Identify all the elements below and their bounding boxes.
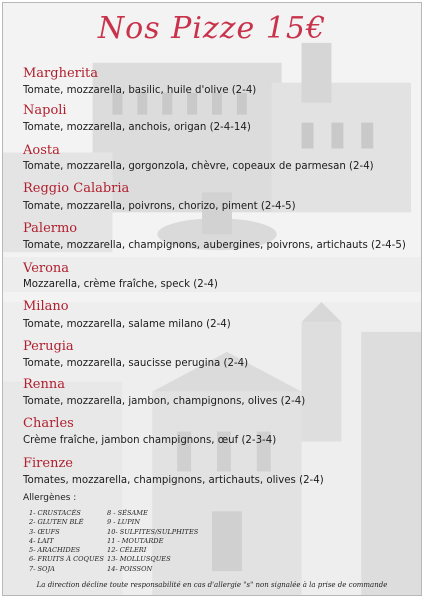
- pizza-description: Tomate, mozzarella, champignons, aubergines, poivrons, artichauts (2-4-5): [23, 240, 406, 251]
- allergen-item: 13- MOLLUSQUES: [107, 555, 171, 564]
- allergen-item: 11 - MOUTARDE: [107, 536, 164, 545]
- allergen-item: 1- CRUSTACÉS: [29, 509, 81, 517]
- allergen-item: 10- SULFITES/SULPHITES: [107, 527, 199, 536]
- allergen-item: 9 - LUPIN: [107, 518, 141, 527]
- pizza-name: Napoli: [23, 103, 67, 118]
- pizza-name: Margherita: [23, 66, 99, 81]
- menu-page: [2, 2, 422, 596]
- allergen-item: 5- ARACHIDES: [29, 546, 81, 555]
- allergen-item: 8 - SÉSAME: [107, 509, 148, 517]
- pizza-name: Palermo: [23, 221, 78, 236]
- pizza-name: Renna: [23, 377, 65, 392]
- allergy-disclaimer: La direction décline toute responsabilité en cas d'allergie "s" non signalée à la prise de commande: [36, 581, 388, 589]
- allergen-item: 3- ŒUFS: [29, 527, 60, 536]
- pizza-description: Tomate, mozzarella, poivrons, chorizo, piment (2-4-5): [23, 201, 296, 212]
- allergen-item: 12- CÉLERI: [107, 546, 147, 555]
- pizza-description: Mozzarella, crème fraîche, speck (2-4): [23, 279, 218, 290]
- pizza-name: Perugia: [23, 339, 74, 354]
- allergens-title: Allergènes :: [23, 493, 77, 503]
- pizza-description: Tomate, mozzarella, basilic, huile d'olive (2-4): [23, 85, 257, 96]
- allergen-item: 14- POISSON: [107, 564, 153, 573]
- allergens-list-right: [107, 509, 198, 574]
- pizza-name: Charles: [23, 416, 74, 431]
- pizza-name: Milano: [23, 299, 69, 314]
- pizza-description: Tomate, mozzarella, salame milano (2-4): [23, 319, 231, 330]
- menu-content: [3, 3, 421, 595]
- allergens-list-left: [29, 509, 104, 574]
- allergen-item: 7- SOJA: [29, 564, 55, 573]
- allergen-item: 4- LAIT: [29, 536, 54, 545]
- pizza-name: Verona: [23, 261, 70, 276]
- allergen-item: 2- GLUTEN BLÉ: [29, 518, 84, 527]
- pizza-description: Crème fraîche, jambon champignons, œuf (2-3-4): [23, 435, 277, 446]
- pizza-name: Reggio Calabria: [23, 181, 130, 196]
- pizza-description: Tomate, mozzarella, jambon, champignons, olives (2-4): [23, 396, 306, 407]
- pizza-description: Tomate, mozzarella, saucisse perugina (2-4): [23, 358, 249, 369]
- pizza-name: Aosta: [23, 143, 60, 158]
- menu-title: Nos Pizze 15€: [97, 11, 327, 46]
- allergen-item: 6- FRUITS À COQUES: [29, 555, 104, 564]
- pizza-description: Tomate, mozzarella, gorgonzola, chèvre, copeaux de parmesan (2-4): [23, 161, 374, 172]
- pizza-description: Tomates, mozzarella, champignons, artichauts, olives (2-4): [23, 475, 324, 486]
- pizza-description: Tomate, mozzarella, anchois, origan (2-4-14): [23, 122, 251, 133]
- pizza-name: Firenze: [23, 456, 74, 471]
